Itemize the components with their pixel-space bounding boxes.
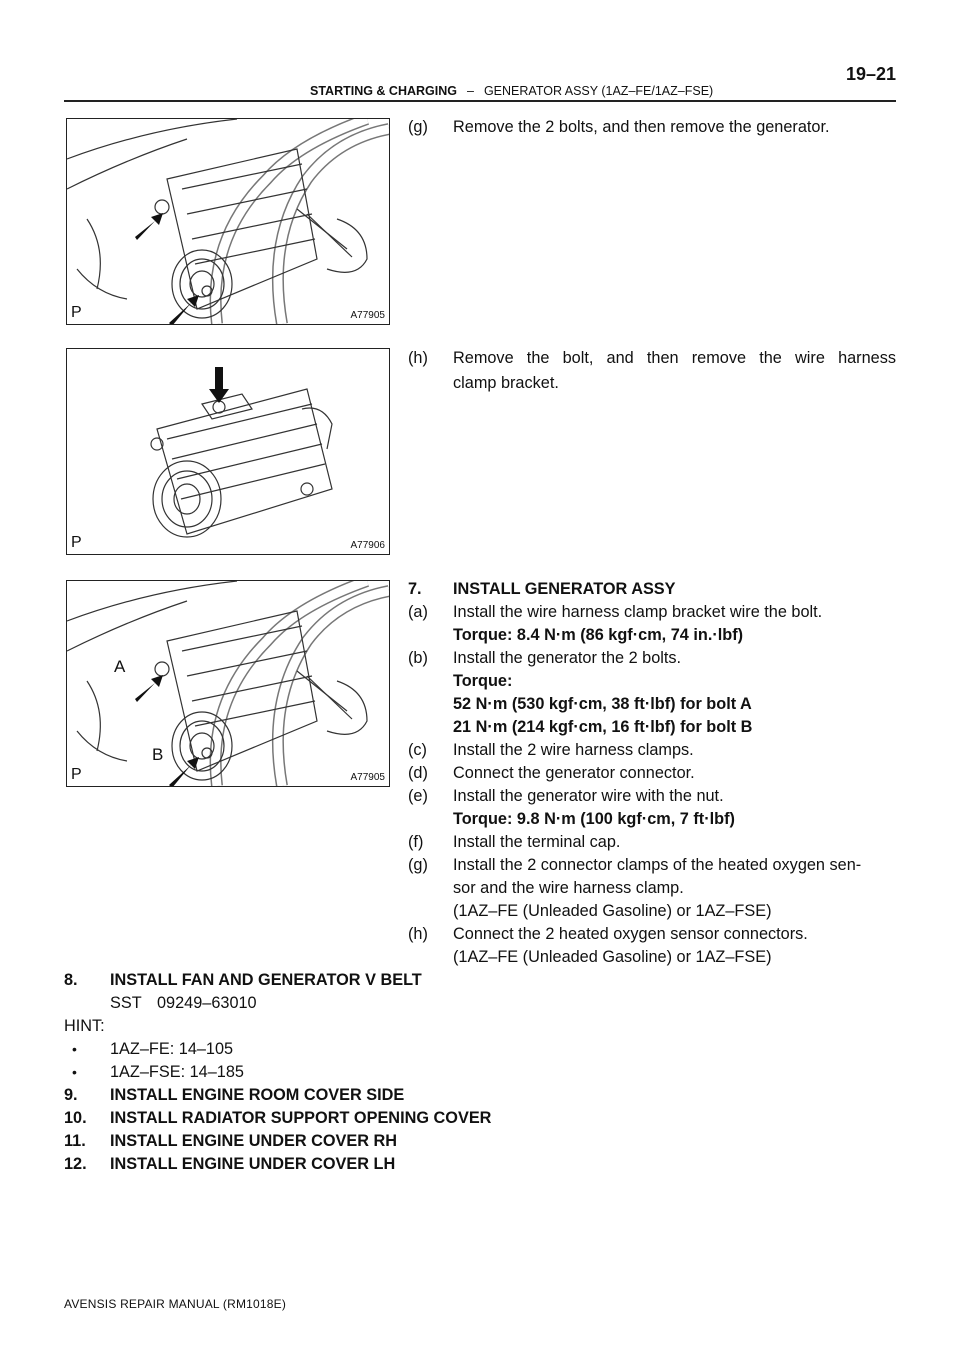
section-8-number: 8. — [64, 971, 78, 989]
page-number: 19–21 — [845, 64, 896, 84]
item-a-label: (a) — [408, 603, 428, 621]
item-b-torque-bolt-b: 21 N·m (214 kgf·cm, 16 ft·lbf) for bolt B — [453, 718, 753, 736]
section-7-title: INSTALL GENERATOR ASSY — [453, 580, 676, 598]
item-g-cont1: sor and the wire harness clamp. — [453, 879, 684, 897]
generator-engine-illustration — [67, 581, 389, 786]
figure-generator-installed-1 — [66, 118, 390, 325]
step-10-number: 10. — [64, 1109, 87, 1127]
figure-code: A77906 — [350, 540, 385, 551]
step-g-text: Remove the 2 bolts, and then remove the generator. — [453, 118, 830, 136]
item-e-label: (e) — [408, 787, 428, 805]
step-12-number: 12. — [64, 1155, 87, 1173]
item-a-text: Install the wire harness clamp bracket wire the bolt. — [453, 603, 823, 621]
hint-item-1az-fe: 1AZ–FE: 14–105 — [110, 1040, 234, 1058]
item-g-label: (g) — [408, 856, 428, 874]
step-g-label: (g) — [408, 118, 428, 136]
item-e-torque: Torque: 9.8 N·m (100 kgf·cm, 7 ft·lbf) — [453, 810, 735, 828]
figure-generator-bracket — [66, 348, 390, 555]
bullet-icon: • — [72, 1041, 77, 1057]
item-b-text: Install the generator the 2 bolts. — [453, 649, 682, 667]
section-8-title: INSTALL FAN AND GENERATOR V BELT — [110, 971, 422, 989]
step-h-cont: clamp bracket. — [453, 374, 559, 392]
step-12-title: INSTALL ENGINE UNDER COVER LH — [110, 1155, 396, 1173]
step-10-title: INSTALL RADIATOR SUPPORT OPENING COVER — [110, 1109, 492, 1127]
section-7-number: 7. — [408, 580, 422, 598]
step-h-text: Remove the bolt, and then remove the wire harness — [453, 349, 896, 367]
sst-label: SST — [110, 994, 142, 1012]
item-h-label: (h) — [408, 925, 428, 943]
item-b-torque-title: Torque: — [453, 672, 513, 690]
item-e-text: Install the generator wire with the nut. — [453, 787, 724, 805]
generator-illustration — [67, 349, 389, 554]
figure-code: A77905 — [350, 310, 385, 321]
bolt-a-label: A — [114, 657, 126, 676]
bullet-icon: • — [72, 1064, 77, 1080]
step-h-label: (h) — [408, 349, 428, 367]
hint-item-1az-fse: 1AZ–FSE: 14–185 — [110, 1063, 244, 1081]
figure-p-marker: P — [71, 534, 82, 551]
header-separator: – — [467, 84, 474, 98]
sst-value: 09249–63010 — [157, 994, 257, 1012]
item-b-torque-bolt-a: 52 N·m (530 kgf·cm, 38 ft·lbf) for bolt A — [453, 695, 752, 713]
item-c-label: (c) — [408, 741, 427, 759]
step-9-title: INSTALL ENGINE ROOM COVER SIDE — [110, 1086, 405, 1104]
figure-generator-installed-bolts — [66, 580, 390, 787]
item-g-text: Install the 2 connector clamps of the heated oxygen sen- — [453, 856, 862, 874]
item-d-text: Connect the generator connector. — [453, 764, 695, 782]
item-h-cont1: (1AZ–FE (Unleaded Gasoline) or 1AZ–FSE) — [453, 948, 772, 966]
item-d-label: (d) — [408, 764, 428, 782]
step-11-number: 11. — [64, 1132, 86, 1150]
item-h-text: Connect the 2 heated oxygen sensor connectors. — [453, 925, 808, 943]
generator-engine-illustration — [67, 119, 389, 324]
item-f-label: (f) — [408, 833, 424, 851]
figure-code: A77905 — [350, 772, 385, 783]
header-rule — [64, 100, 896, 102]
subsection-title: GENERATOR ASSY (1AZ–FE/1AZ–FSE) — [483, 84, 714, 98]
header-title — [310, 84, 713, 98]
item-a-torque: Torque: 8.4 N·m (86 kgf·cm, 74 in.·lbf) — [453, 626, 744, 644]
section-title: STARTING & CHARGING — [310, 84, 457, 98]
item-g-cont2: (1AZ–FE (Unleaded Gasoline) or 1AZ–FSE) — [453, 902, 772, 920]
item-b-label: (b) — [408, 649, 428, 667]
hint-label: HINT: — [64, 1017, 105, 1035]
step-11-title: INSTALL ENGINE UNDER COVER RH — [110, 1132, 398, 1150]
step-9-number: 9. — [64, 1086, 78, 1104]
bolt-b-label: B — [152, 745, 164, 764]
figure-p-marker: P — [71, 766, 82, 783]
figure-p-marker: P — [71, 304, 82, 321]
footer-manual-title: AVENSIS REPAIR MANUAL (RM1018E) — [64, 1297, 287, 1311]
item-f-text: Install the terminal cap. — [453, 833, 621, 851]
item-c-text: Install the 2 wire harness clamps. — [453, 741, 694, 759]
